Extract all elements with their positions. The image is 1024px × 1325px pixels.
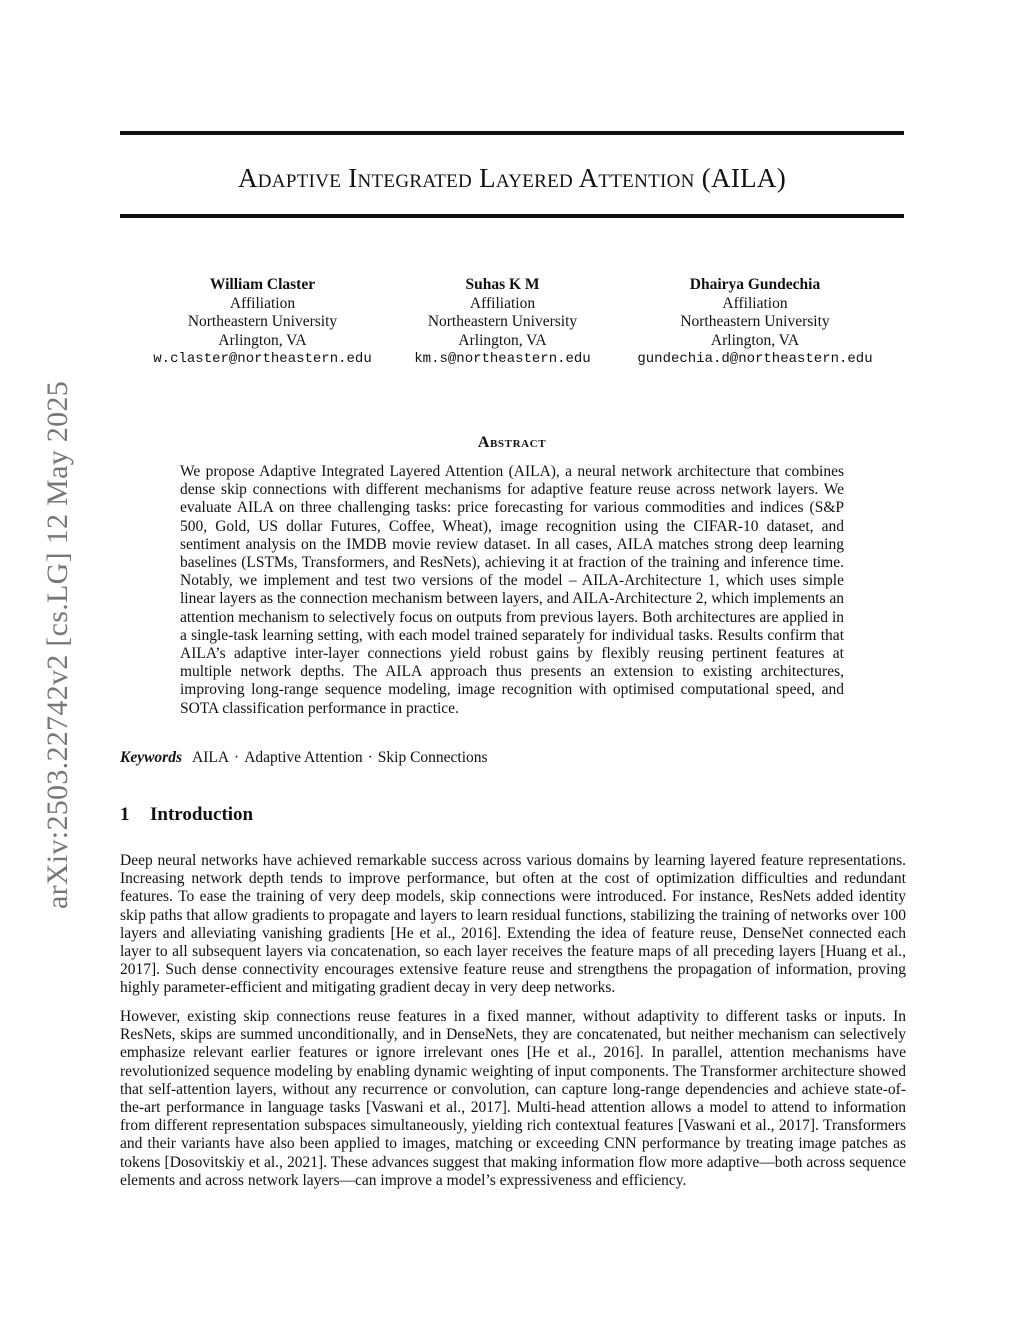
author-email[interactable]: km.s@northeastern.edu	[414, 351, 591, 367]
author-location: Arlington, VA	[710, 331, 800, 349]
abstract-text: We propose Adaptive Integrated Layered Attention (AILA), a neural network architecture that combines dense skip connections with different mechanisms for adaptive feature reuse across network layers. We evaluate AILA on three challenging tasks: price forecasting for various commodities and indices (S&P 500, Gold, US dollar Futures, Coffee, Wheat), image recognition using the CIFAR-10 dataset, and sentiment analysis on the IMDB movie review dataset. In all cases, AILA matches strong deep learning baselines (LSTMs, Transformers, and ResNets), achieving it at fraction of the training and inference time. Notably, we implement and test two versions of the model – AILA-Architecture 1, which uses simple linear layers as the connection mechanism between layers, and AILA-Architecture 2, which implements an attention mechanism to selectively focus on outputs from previous layers. Both architectures are applied in a single-task learning setting, with each model trained separately for individual tasks. Results confirm that AILA’s adaptive inter-layer connections yield robust gains by flexibly reusing pertinent features at multiple network depths. The AILA approach thus presents an extension to existing architectures, improving long-range sequence modeling, image recognition with optimised computational speed, and SOTA classification performance in practice.	[180, 463, 844, 717]
author-card	[400, 276, 605, 369]
section-title: Introduction	[150, 804, 254, 825]
keyword-separator: ·	[367, 749, 373, 766]
author-card	[625, 276, 885, 369]
author-card	[120, 276, 405, 369]
author-name: William Claster	[209, 276, 316, 293]
keyword-item: AILA	[192, 749, 230, 766]
section-number: 1	[120, 804, 130, 825]
keyword-item: Adaptive Attention	[244, 749, 363, 766]
author-affiliation: Affiliation	[229, 294, 296, 312]
author-email[interactable]: w.claster@northeastern.edu	[153, 351, 372, 367]
author-name: Suhas K M	[465, 276, 540, 293]
keyword-separator: ·	[234, 749, 240, 766]
body-paragraph: However, existing skip connections reuse features in a fixed manner, without adaptivity to different tasks or inputs. In ResNets, skips are summed unconditionally, and in DenseNets, they are concatenated, but neither mechanism can selectively emphasize relevant earlier features or ignore irrelevant ones [He et al., 2016]. In parallel, attention mechanisms have revolutionized sequence modeling by enabling dynamic weighting of input components. The Transformer architecture showed that self-attention layers, without any recurrence or convolution, can capture long-range dependencies and achieve state-of-the-art performance in language tasks [Vaswani et al., 2017]. Multi-head attention allows a model to attend to information from different representation subspaces simultaneously, yielding rich contextual features [Vaswani et al., 2017]. Transformers and their variants have also been applied to images, matching or exceeding CNN performance by treating image patches as tokens [Dosovitskiy et al., 2021]. These advances suggest that making information flow more adaptive—both across sequence elements and across network layers—can improve a model’s expressiveness and efficiency.	[120, 1008, 906, 1189]
author-affiliation: Affiliation	[469, 294, 536, 312]
author-affiliation: Affiliation	[722, 294, 788, 312]
author-location: Arlington, VA	[218, 331, 307, 349]
title-rule-bottom	[120, 214, 904, 218]
abstract-heading: Abstract	[477, 434, 547, 451]
author-email[interactable]: gundechia.d@northeastern.edu	[637, 351, 873, 367]
author-location: Arlington, VA	[458, 331, 547, 349]
body-paragraph: Deep neural networks have achieved remarkable success across various domains by learning layered feature representations. Increasing network depth tends to improve performance, but often at the cost of optimization difficulties and redundant features. To ease the training of very deep models, skip connections were introduced. For instance, ResNets added identity skip paths that allow gradients to propagate and layers to learn residual functions, stabilizing the training of networks over 100 layers and alleviating vanishing gradients [He et al., 2016]. Extending the idea of feature reuse, DenseNet connected each layer to all subsequent layers via concatenation, so each layer receives the feature maps of all preceding layers [Huang et al., 2017]. Such dense connectivity encourages extensive feature reuse and strengthens the propagation of information, proving highly parameter-efficient and mitigating gradient decay in very deep networks.	[120, 852, 906, 997]
paper-title: Adaptive Integrated Layered Attention (AILA)	[237, 163, 787, 193]
title-rule-top	[120, 131, 904, 135]
author-institution: Northeastern University	[187, 313, 338, 330]
author-name: Dhairya Gundechia	[689, 276, 821, 293]
keyword-item: Skip Connections	[377, 749, 488, 766]
keywords-line	[120, 748, 904, 767]
author-institution: Northeastern University	[427, 313, 578, 330]
keywords-label: Keywords	[120, 749, 182, 766]
arxiv-identifier-stamp[interactable]: arXiv:2503.22742v2 [cs.LG] 12 May 2025	[41, 381, 74, 909]
author-institution: Northeastern University	[680, 313, 830, 330]
section-heading-introduction	[120, 803, 904, 827]
